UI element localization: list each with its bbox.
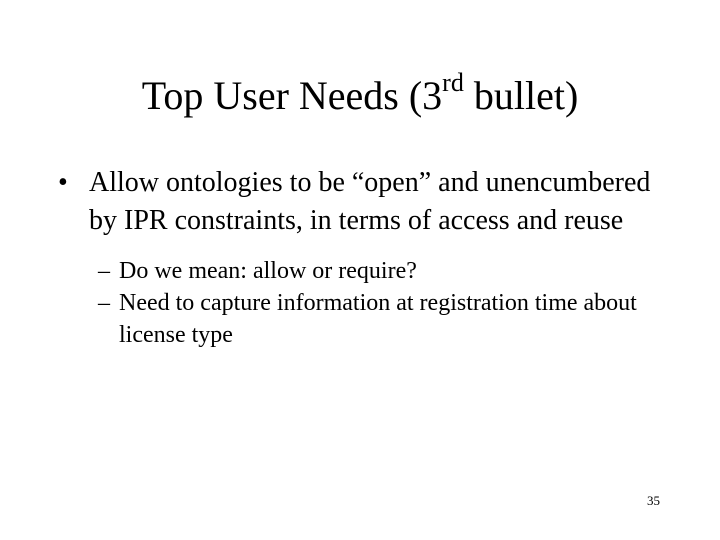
slide-title-superscript: rd (442, 67, 464, 97)
sub-bullet-item (98, 255, 678, 287)
slide-title (0, 67, 720, 120)
sub-bullet-text: Do we mean: allow or require? (119, 258, 417, 284)
slide-body (58, 164, 678, 351)
bullet-item (58, 164, 678, 240)
sub-bullet-text: Need to capture information at registration time about license type (119, 290, 637, 348)
sub-bullet-marker: – (98, 290, 110, 316)
slide-title-main: Top User Needs (3 (141, 73, 443, 118)
bullet-text: Allow ontologies to be “open” and unencumbered by IPR constraints, in terms of access and reuse (89, 167, 651, 236)
bullet-marker: • (58, 167, 68, 198)
sub-bullet-list (98, 255, 678, 351)
sub-bullet-item (98, 287, 678, 351)
page-number: 35 (647, 493, 660, 508)
slide-title-tail: bullet) (463, 73, 579, 118)
sub-bullet-marker: – (98, 258, 110, 284)
